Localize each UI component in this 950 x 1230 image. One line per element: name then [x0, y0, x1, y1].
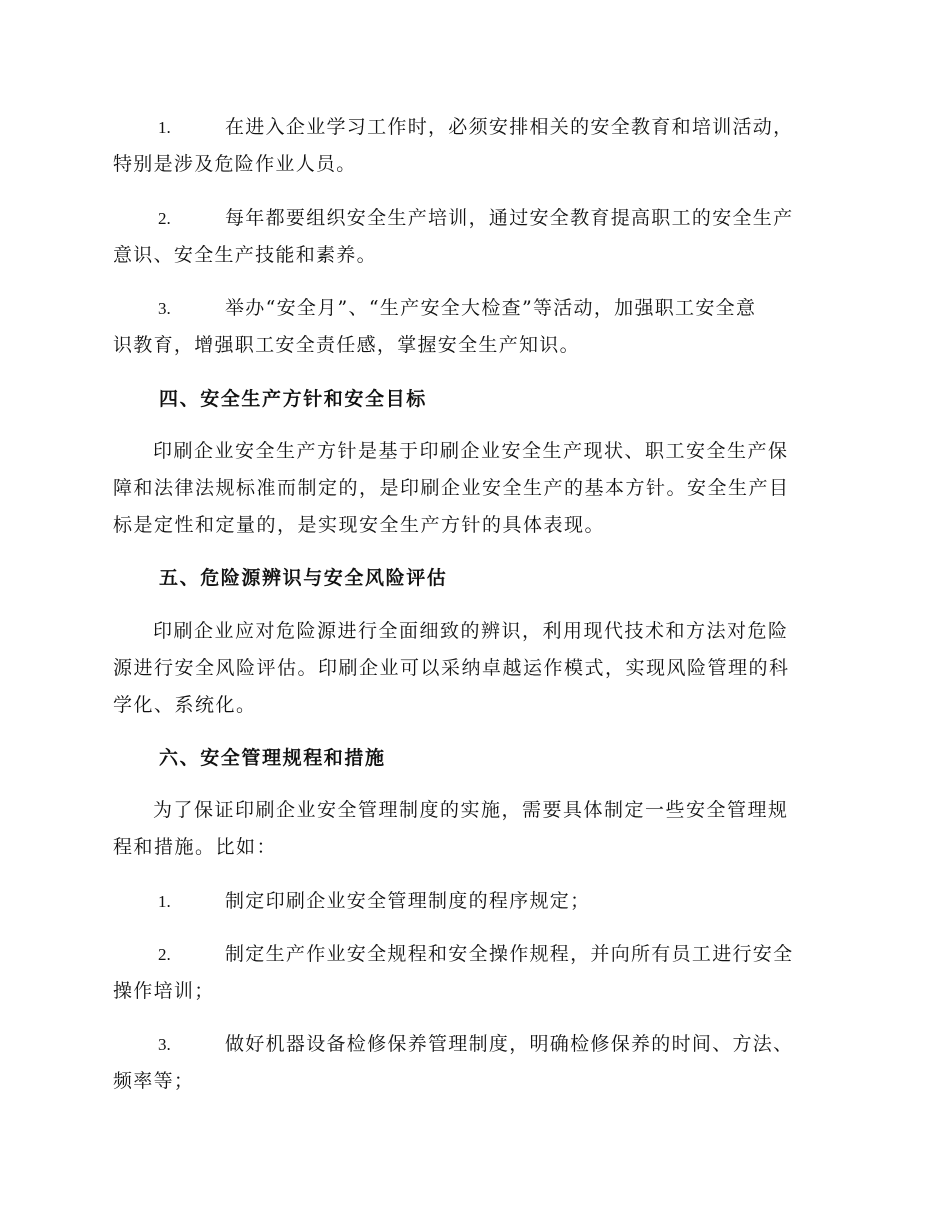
- section4-paragraph-line: 障和法律法规标准而制定的，是印刷企业安全生产的基本方针。安全生产目: [113, 477, 790, 499]
- section5-paragraph-line: 学化、系统化。: [113, 694, 257, 716]
- list-item-a3-line1: [113, 294, 833, 323]
- list-item-b3-line2: 频率等；: [113, 1070, 195, 1092]
- section4-paragraph-line: 印刷企业安全生产方针是基于印刷企业安全生产现状、职工安全生产保: [153, 440, 789, 462]
- list-text: 做好机器设备检修保养管理制度，明确检修保养的时间、方法、: [225, 1033, 794, 1055]
- list-text: 制定印刷企业安全管理制度的程序规定；: [225, 890, 591, 912]
- list-number: 2.: [158, 945, 171, 964]
- list-item-a1-line2: 特别是涉及危险作业人员。: [113, 153, 357, 175]
- section6-paragraph-line: 为了保证印刷企业安全管理制度的实施，需要具体制定一些安全管理规: [153, 799, 789, 821]
- section-heading-5: 五、危险源辨识与安全风险评估: [159, 567, 448, 589]
- list-text: 每年都要组织安全生产培训，通过安全教育提高职工的安全生产: [225, 207, 794, 229]
- list-text: 举办“安全月”、“生产安全大检查”等活动，加强职工安全意: [225, 297, 757, 319]
- list-item-a3-line2: 识教育，增强职工安全责任感，掌握安全生产知识。: [113, 334, 580, 356]
- list-item-b1-line1: [113, 887, 833, 916]
- list-item-b2-line2: 操作培训；: [113, 980, 215, 1002]
- list-text: 在进入企业学习工作时，必须安排相关的安全教育和培训活动，: [225, 116, 794, 138]
- list-number: 1.: [158, 892, 171, 911]
- list-item-a2-line1: [113, 204, 833, 233]
- list-text: 制定生产作业安全规程和安全操作规程，并向所有员工进行安全: [225, 943, 794, 965]
- list-number: 3.: [158, 299, 171, 318]
- section6-paragraph-line: 程和措施。比如：: [113, 836, 278, 858]
- section-heading-6: 六、安全管理规程和措施: [159, 747, 386, 769]
- list-number: 2.: [158, 209, 171, 228]
- section5-paragraph-line: 源进行安全风险评估。印刷企业可以采纳卓越运作模式，实现风险管理的科: [113, 657, 790, 679]
- list-item-a1-line1: [113, 113, 833, 142]
- section-heading-4: 四、安全生产方针和安全目标: [159, 388, 427, 410]
- list-item-a2-line2: 意识、安全生产技能和素养。: [113, 244, 377, 266]
- section4-paragraph-line: 标是定性和定量的，是实现安全生产方针的具体表现。: [113, 514, 606, 536]
- list-number: 3.: [158, 1035, 171, 1054]
- list-number: 1.: [158, 118, 171, 137]
- list-item-b3-line1: [113, 1030, 833, 1059]
- section5-paragraph-line: 印刷企业应对危险源进行全面细致的辨识，利用现代技术和方法对危险: [153, 620, 789, 642]
- list-item-b2-line1: [113, 940, 833, 969]
